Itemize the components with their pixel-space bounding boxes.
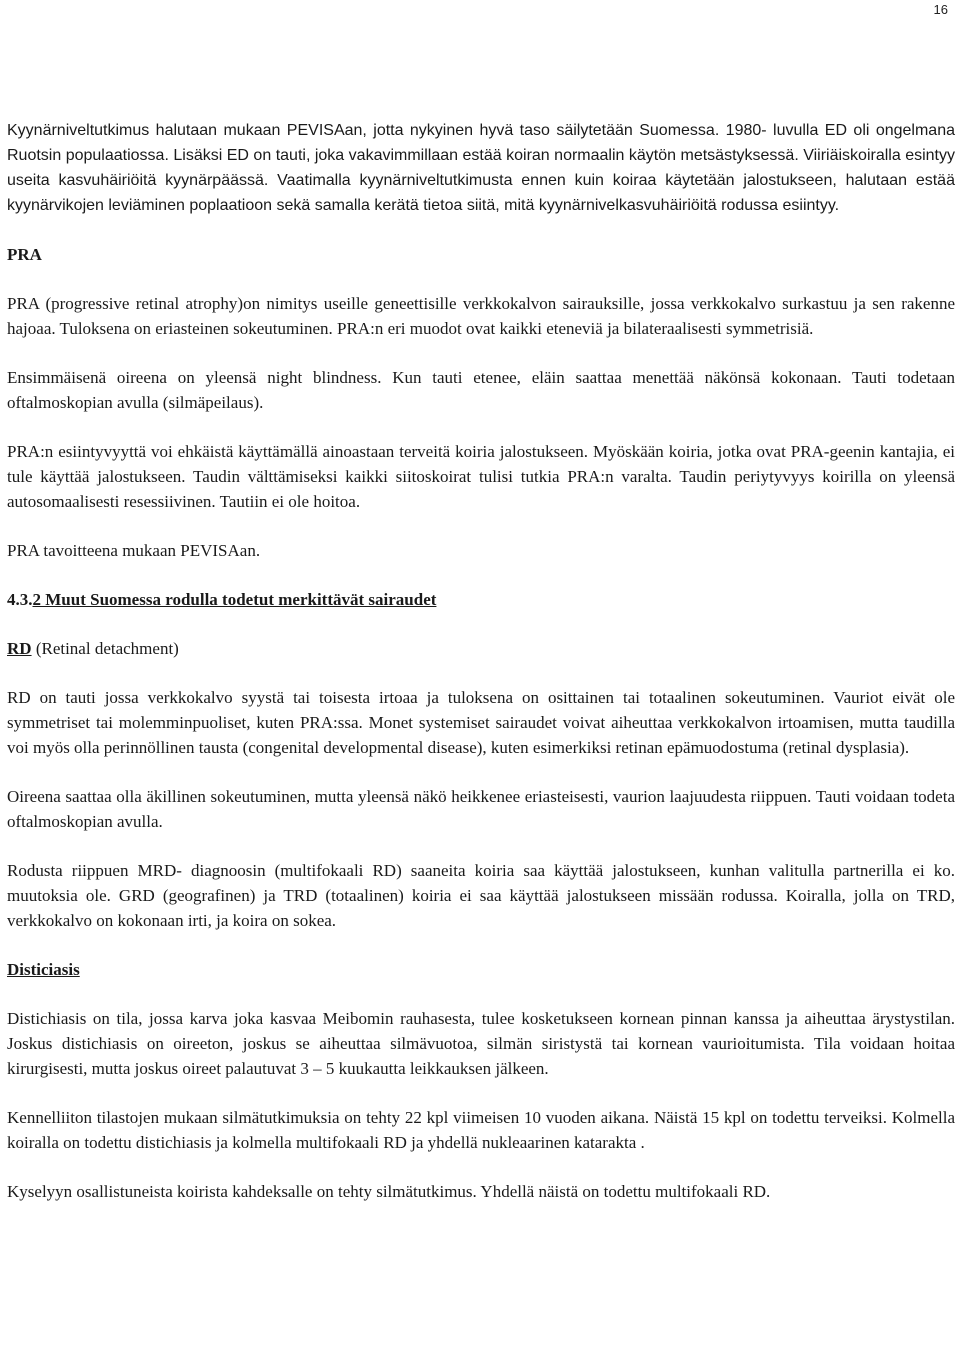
intro-line: luvulla ED oli ongelmana Ruotsin populaatiossa. Lisäksi ED on tauti, joka vakavimmillaan estää koiran <box>7 122 956 164</box>
intro-line: Kyynärniveltutkimus halutaan mukaan PEVISAan, jotta nykyinen hyvä taso säilytetään Suomessa. 1980- <box>7 122 767 139</box>
document-body <box>7 118 955 1204</box>
pra-heading: PRA <box>7 245 42 264</box>
distichiasis-paragraph-1: Distichiasis on tila, jossa karva joka kasvaa Meibomin rauhasesta, tulee kosketukseen kornean pinnan kanssa ja aiheuttaa ärystystilan. Joskus distichiasis on oireeton, joskus se aiheuttaa silmävuotoa, silmän siristystä tai kornean vaurioitumista. Tila voidaan hoitaa kirurgisesti, mutta joskus oireet palautuvat 3 – 5 kuukautta leikkauksen jälkeen. <box>7 1009 955 1078</box>
distichiasis-heading: Disticiasis <box>7 960 80 979</box>
pra-paragraph-3: PRA:n esiintyvyyttä voi ehkäistä käyttämällä ainoastaan terveitä koiria jalostukseen. Myöskään koiria, jotka ovat PRA-geenin kantajia, ei tule käyttää jalostukseen. Taudin välttämiseksi kaikki siitoskoirat tulisi tutkia PRA:n varalta. Taudin periytyvyys koirilla on yleensä autosomaalisesti resessiivinen. Tautiin ei ole hoitoa. <box>7 442 955 511</box>
intro-paragraph <box>7 118 955 218</box>
intro-line: poplaatioon sekä samalla kerätä tietoa siitä, mitä kyynärnivelkasvuhäiriöitä rodussa esiintyy. <box>189 197 840 214</box>
rd-paragraph-3: Rodusta riippuen MRD- diagnoosin (multifokaali RD) saaneita koiria saa käyttää jalostukseen, kunhan valitulla partnerilla ei ko. muutoksia ole. GRD (geografinen) ja TRD (totaalinen) koiria ei saa käyttää jalostukseen missään rodussa. Koiralla, jolla on TRD, verkkokalvo on kokonaan irti, ja koira on sokea. <box>7 861 955 930</box>
section-number: 4.3. <box>7 590 33 609</box>
rd-heading <box>7 636 955 661</box>
rd-heading-abbr: RD <box>7 639 32 658</box>
intro-line: kyynärniveltutkimusta ennen kuin koiraa käytetään jalostukseen, halutaan estää kyynärvikojen leviäminen <box>7 172 955 214</box>
pra-paragraph-4: PRA tavoitteena mukaan PEVISAan. <box>7 541 261 560</box>
distichiasis-paragraph-3: Kyselyyn osallistuneista koirista kahdeksalle on tehty silmätutkimus. Yhdellä näistä on todettu multifokaali RD. <box>7 1182 771 1201</box>
pra-paragraph-1: PRA (progressive retinal atrophy)on nimitys useille geneettisille verkkokalvon sairauksille, jossa verkkokalvo surkastuu ja sen rakenne hajoaa. Tuloksena on eriasteinen sokeutuminen. PRA:n eri muodot ovat kaikki eteneviä ja bilateraalisesti symmetrisiä. <box>7 294 955 338</box>
page-number: 16 <box>933 2 948 17</box>
intro-line: normaalin käytön metsästyksessä. Viiriäiskoiralla esintyy useita kasvuhäiriöitä kyynärpäässä. Vaatimalla <box>7 147 956 189</box>
rd-paragraph-2: Oireena saattaa olla äkillinen sokeutuminen, mutta yleensä näkö heikkenee eriasteisesti, vaurion laajuudesta riippuen. Tauti voidaan todeta oftalmoskopian avulla. <box>7 787 955 831</box>
section-title: 2 Muut Suomessa rodulla todetut merkittävät sairaudet <box>32 590 437 609</box>
rd-paragraph-1: RD on tauti jossa verkkokalvo syystä tai toisesta irtoaa ja tuloksena on osittainen tai totaalinen sokeutuminen. Vauriot eivät ole symmetriset tai molemminpuoliset, kuten PRA:ssa. Monet systemiset sairaudet voivat aiheuttaa verkkokalvon irtoamisen, mutta taudilla voi myös olla perinnöllinen tausta (congenital developmental disease), kuten esimerkiksi retinan epämuodostuma (retinal dysplasia). <box>7 688 955 757</box>
section-heading <box>7 587 955 612</box>
pra-paragraph-2: Ensimmäisenä oireena on yleensä night blindness. Kun tauti etenee, eläin saattaa menettää näkönsä kokonaan. Tauti todetaan oftalmoskopian avulla (silmäpeilaus). <box>7 368 955 412</box>
distichiasis-paragraph-2: Kennelliiton tilastojen mukaan silmätutkimuksia on tehty 22 kpl viimeisen 10 vuoden aikana. Näistä 15 kpl on todettu terveiksi. Kolmella koiralla on todettu distichiasis ja kolmella multifokaali RD ja yhdellä nukleaarinen kataraktа . <box>7 1108 955 1152</box>
rd-heading-rest: (Retinal detachment) <box>31 639 179 658</box>
